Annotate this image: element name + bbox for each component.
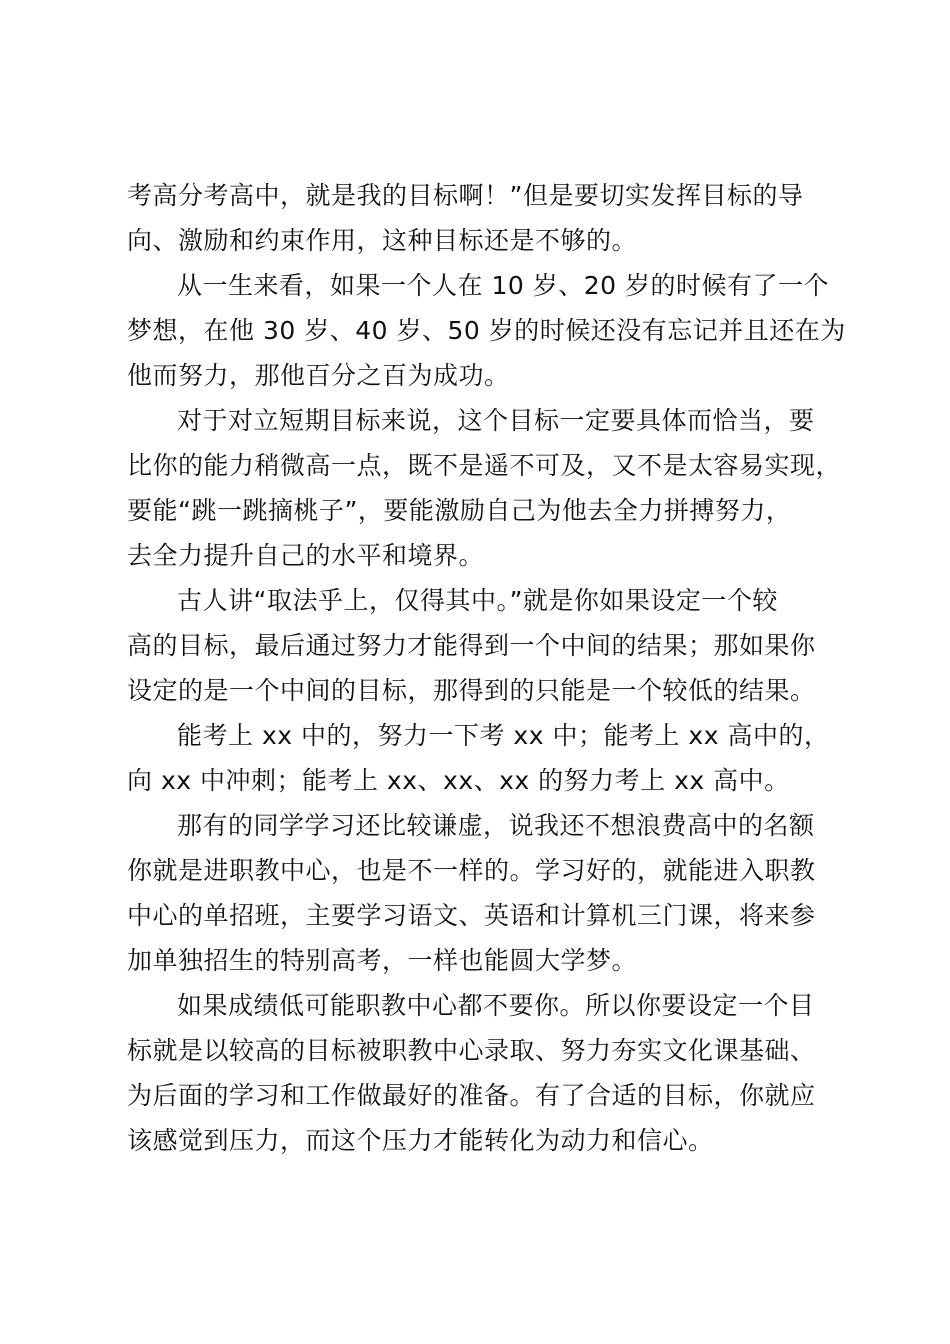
text-line: 加单独招生的特别高考，一样也能圆大学梦。 — [127, 946, 638, 975]
paragraph-3 — [127, 398, 842, 578]
body-text — [127, 173, 846, 1163]
text-line: 要能“跳一跳摘桃子”，要能激励自己为他去全力拼搏努力， — [127, 496, 792, 525]
text-line: 向 xx 中冲刺；能考上 xx、xx、xx 的努力考上 xx 高中。 — [127, 766, 790, 795]
paragraph-4 — [127, 578, 835, 713]
text-line: 去全力提升自己的水平和境界。 — [127, 541, 485, 570]
paragraph-5 — [127, 713, 835, 803]
text-line: 如果成绩低可能职教中心都不要你。所以你要设定一个目 — [177, 991, 815, 1020]
paragraph-7 — [127, 983, 835, 1163]
text-line: 能考上 xx 中的，努力一下考 xx 中；能考上 xx 高中的， — [177, 721, 830, 750]
text-line: 为后面的学习和工作做最好的准备。有了合适的目标，你就应 — [127, 1081, 816, 1110]
text-line: 该感觉到压力，而这个压力才能转化为动力和信心。 — [127, 1126, 714, 1155]
text-line: 中心的单招班，主要学习语文、英语和计算机三门课，将来参 — [127, 901, 816, 930]
text-line: 设定的是一个中间的目标，那得到的只能是一个较低的结果。 — [127, 676, 816, 705]
text-line: 古人讲“取法乎上，仅得其中。”就是你如果设定一个较 — [177, 586, 778, 615]
text-line: 标就是以较高的目标被职教中心录取、努力夯实文化课基础、 — [127, 1036, 816, 1065]
text-line: 你就是进职教中心，也是不一样的。学习好的，就能进入职教 — [127, 856, 816, 885]
text-line: 梦想，在他 30 岁、40 岁、50 岁的时候还没有忘记并且还在为 — [127, 316, 846, 345]
paragraph-1 — [127, 173, 835, 263]
text-line: 那有的同学学习还比较谦虚，说我还不想浪费高中的名额 — [177, 811, 815, 840]
text-line: 从一生来看，如果一个人在 10 岁、20 岁的时候有了一个 — [177, 271, 829, 300]
text-line: 对于对立短期目标来说，这个目标一定要具体而恰当，要 — [177, 406, 815, 435]
text-line: 比你的能力稍微高一点，既不是遥不可及，又不是太容易实现， — [127, 451, 842, 480]
paragraph-2 — [127, 263, 846, 398]
text-line: 高的目标，最后通过努力才能得到一个中间的结果；那如果你 — [127, 631, 816, 660]
text-line: 他而努力，那他百分之百为成功。 — [127, 361, 510, 390]
paragraph-6 — [127, 803, 835, 983]
text-line: 考高分考高中，就是我的目标啊！”但是要切实发挥目标的导 — [127, 181, 804, 210]
text-line: 向、激励和约束作用，这种目标还是不够的。 — [127, 226, 638, 255]
